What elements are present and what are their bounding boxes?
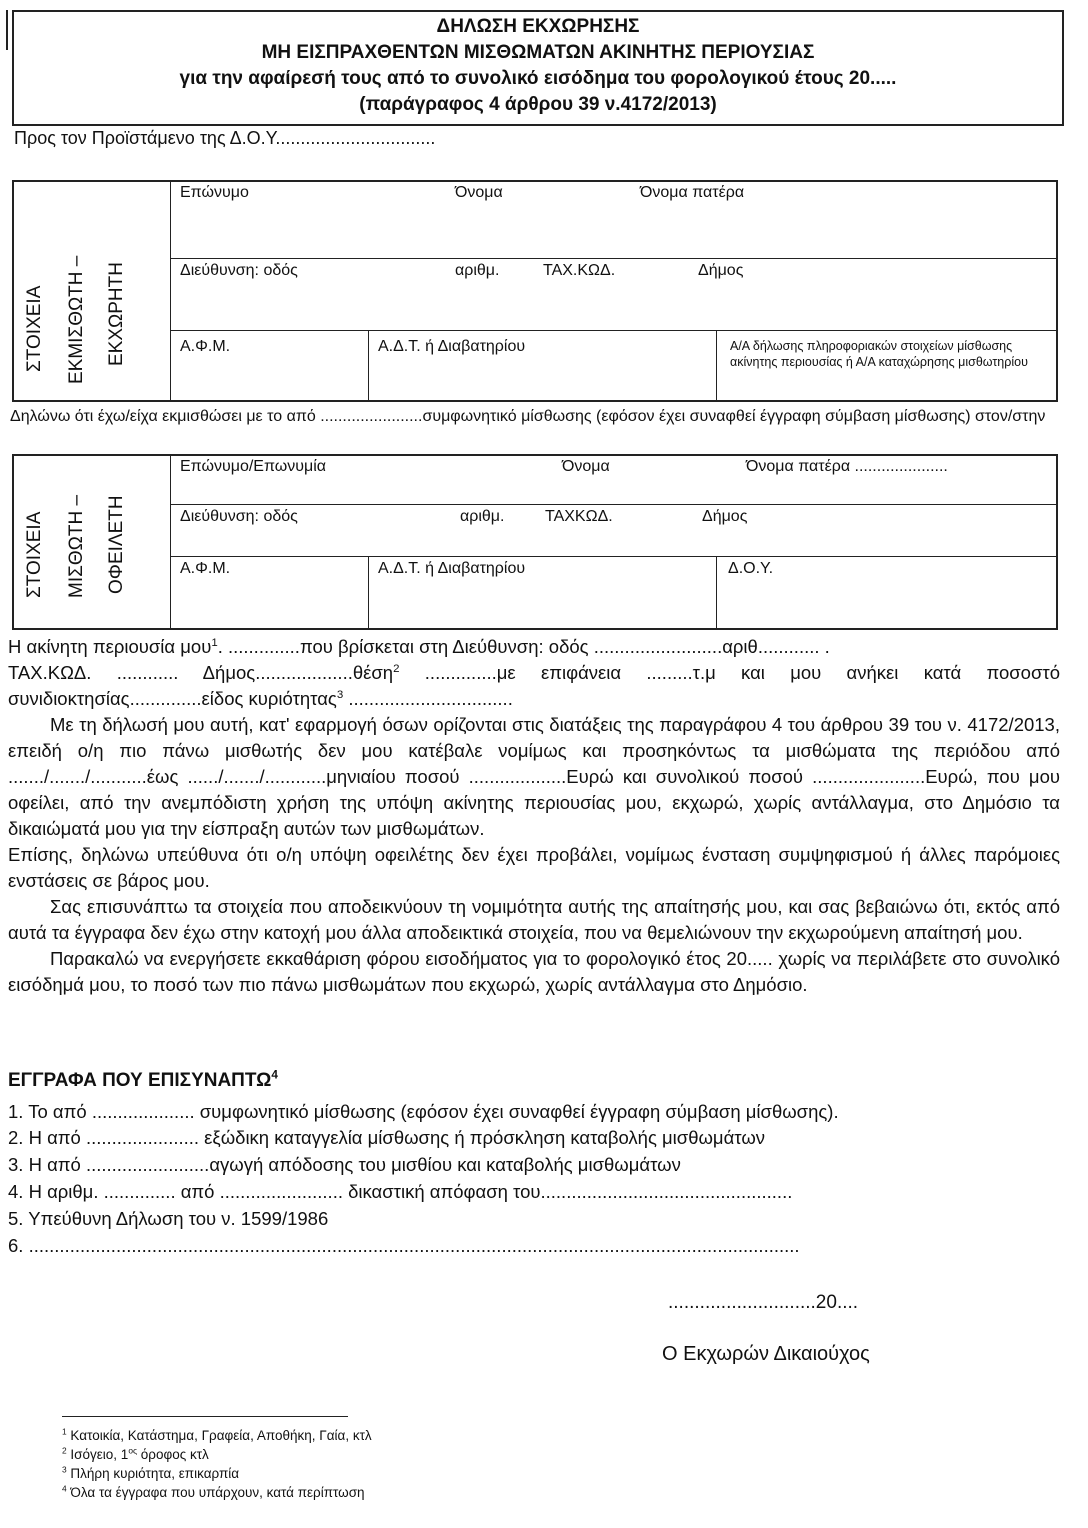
lease-ref-line-1: Α/Α δήλωσης πληροφοριακών στοιχείων μίσθωσης (730, 339, 1013, 353)
lessor-id-field[interactable]: Α.Δ.Τ. ή Διαβατηρίου (378, 338, 526, 355)
lessee-surname-field[interactable]: Επώνυμο/Επωνυμία (180, 458, 327, 475)
table-divider (716, 330, 717, 401)
lessor-surname-field[interactable]: Επώνυμο (180, 184, 249, 201)
signer-label: Ο Εκχωρών Δικαιούχος (662, 1343, 870, 1365)
attachment-item-4[interactable]: 4. Η αριθμ. .............. από ........................ δικαστική απόφαση του................................................. (8, 1181, 793, 1202)
table-divider (170, 556, 1057, 557)
lessee-name-field[interactable]: Όνομα (562, 458, 610, 475)
footnote-1: $^1$ Κατοικία, Κατάστημα, Γραφεία, Αποθήκη, Γαία, κτλ (62, 1426, 372, 1443)
table-divider (368, 330, 369, 401)
date-field[interactable]: ............................20.... (668, 1292, 859, 1313)
paragraph-no-objection: Επίσης, δηλώνω υπεύθυνα ότι ο/η υπόψη οφειλέτης δεν έχει προβάλει, νομίμως ένσταση συμψηφισμού ή άλλες παρόμοιες ενστάσεις σε βάρος μου. (8, 844, 1060, 891)
lessee-id-field[interactable]: Α.Δ.Τ. ή Διαβατηρίου (378, 560, 526, 577)
attachment-item-3[interactable]: 3. Η από ........................αγωγή απόδοσης του μισθίου και καταβολής μισθωμάτων (8, 1154, 681, 1175)
table-divider (170, 258, 1057, 259)
attachment-item-1[interactable]: 1. Το από .................... συμφωνητικό μίσθωσης (εφόσον έχει συναφθεί έγγραφη σύμβαση μίσθωσης). (8, 1101, 839, 1122)
declaration-body (8, 712, 1060, 998)
form-title: ΔΗΛΩΣΗ ΕΚΧΩΡΗΣΗΣ (436, 16, 640, 37)
lessee-postcode-field[interactable]: ΤΑΧΚΩΔ. (545, 508, 613, 525)
table-divider (368, 556, 369, 629)
lessor-side-label-2: ΕΚΜΙΣΘΩΤΗ – (66, 255, 87, 384)
lease-declaration-line: Δηλώνω ότι έχω/είχα εκμισθώσει με το από .......................συμφωνητικό μίσθωσης (εφόσον έχει συναφθεί έγγραφη σύμβαση μίσθωσης) στον/στην (10, 408, 1046, 425)
lessee-father-name-field[interactable]: Όνομα πατέρα ..................... (746, 458, 948, 475)
paragraph-evidence: Σας επισυνάπτω τα στοιχεία που αποδεικνύουν τη νομιμότητα αυτής της απαίτησής μου, και σας βεβαιώνω ότι, εκτός από αυτά τα έγγραφα δεν έχω στην κατοχή μου άλλα αποδεικτικά στοιχεία, που να θεμελιώνουν την εκχωρούμενη απαίτησή μου. (8, 896, 1060, 943)
form-purpose: για την αφαίρεσή τους από το συνολικό εισόδημα του φορολογικού έτους 20..... (179, 68, 897, 89)
form-subtitle: ΜΗ ΕΙΣΠΡΑΧΘΕΝΤΩΝ ΜΙΣΘΩΜΑΤΩΝ ΑΚΙΝΗΤΗΣ ΠΕΡΙΟΥΣΙΑΣ (261, 42, 815, 63)
lessee-municipality-field[interactable]: Δήμος (702, 508, 748, 525)
lessor-father-name-field[interactable]: Όνομα πατέρα (640, 184, 745, 201)
table-divider (716, 556, 717, 629)
lessor-afm-field[interactable]: Α.Φ.Μ. (180, 338, 231, 355)
attachment-item-6[interactable]: 6. ...................................................................................................................................................... (8, 1235, 800, 1256)
lessor-postcode-field[interactable]: ΤΑΧ.ΚΩΔ. (543, 262, 616, 279)
property-line-1[interactable]: Η ακίνητη περιουσία μου$^1$. ..............που βρίσκεται στη Διεύθυνση: οδός .........................αριθ............ . (8, 636, 830, 657)
property-line-3[interactable]: συνιδιοκτησίας..............είδος κυριότητας$^3$ ................................ (8, 688, 513, 709)
table-divider (170, 330, 1057, 331)
form-header (12, 10, 1064, 126)
property-details (8, 634, 1060, 712)
table-divider (170, 504, 1057, 505)
lessor-number-field[interactable]: αριθμ. (455, 262, 500, 279)
attachment-item-2[interactable]: 2. Η από ...................... εξώδικη καταγγελία μίσθωσης ή πρόσκληση καταβολής μισθωμάτων (8, 1127, 766, 1148)
footnote-3: $^3$ Πλήρη κυριότητα, επικαρπία (62, 1464, 240, 1481)
lessor-lease-ref-field[interactable] (730, 338, 1028, 370)
lessee-table (12, 454, 1058, 630)
lessee-tax-office-field[interactable]: Δ.Ο.Υ. (728, 560, 774, 577)
table-divider (170, 181, 171, 401)
property-line-2[interactable]: ΤΑΧ.ΚΩΔ. ............ Δήμος...................θέση$^2$ ..............με επιφάνεια .........τ.μ και μου ανήκει κατά ποσοστό (8, 662, 1060, 683)
lessor-side-label-1: ΣΤΟΙΧΕΙΑ (24, 285, 45, 372)
footnote-divider (62, 1416, 348, 1417)
lessee-number-field[interactable]: αριθμ. (460, 508, 505, 525)
footnote-4: $^4$ Όλα τα έγγραφα που υπάρχουν, κατά περίπτωση (62, 1483, 365, 1500)
lessor-address-field[interactable]: Διεύθυνση: οδός (180, 262, 298, 279)
form-legal-basis: (παράγραφος 4 άρθρου 39 ν.4172/2013) (359, 94, 717, 115)
lessor-side-label-3: ΕΚΧΩΡΗΤΗ (106, 262, 127, 366)
attachments-title: ΕΓΓΡΑΦΑ ΠΟΥ ΕΠΙΣΥΝΑΠΤΩ$^4$ (8, 1068, 278, 1091)
lessee-side-label-2: ΜΙΣΘΩΤΗ – (66, 494, 87, 598)
footnote-2: $^2$ Ισόγειο, $1^{o\varsigma}$ όροφος κτλ (62, 1445, 209, 1462)
addressee-line[interactable]: Προς τον Προϊστάμενο της Δ.Ο.Υ................................ (14, 128, 436, 148)
margin-rule (6, 10, 8, 50)
lessee-side-label-1: ΣΤΟΙΧΕΙΑ (24, 511, 45, 598)
table-divider (170, 455, 171, 629)
lessor-municipality-field[interactable]: Δήμος (698, 262, 744, 279)
lessor-name-field[interactable]: Όνομα (455, 184, 503, 201)
lessee-afm-field[interactable]: Α.Φ.Μ. (180, 560, 231, 577)
lease-ref-line-2: ακίνητης περιουσίας ή Α/Α καταχώρησης μισθωτηρίου (730, 355, 1028, 369)
attachment-item-5[interactable]: 5. Υπεύθυνη Δήλωση του ν. 1599/1986 (8, 1208, 329, 1229)
paragraph-request: Παρακαλώ να ενεργήσετε εκκαθάριση φόρου εισοδήματος για το φορολογικό έτος 20..... χωρίς να περιλάβετε στο συνολικό εισόδημά μου, το ποσό των πιο πάνω μισθωμάτων που εκχωρώ, χωρίς αντάλλαγμα στο Δημόσιο. (8, 948, 1060, 995)
lessee-address-field[interactable]: Διεύθυνση: οδός (180, 508, 298, 525)
paragraph-assignment: Με τη δήλωσή μου αυτή, κατ' εφαρμογή όσων ορίζονται στις διατάξεις της παραγράφου 4 του άρθρου 39 του ν. 4172/2013, επειδή ο/η πιο πάνω μισθωτής δεν μου κατέβαλε νομίμως και προσηκόντως τα μισθώματα της περιόδου από ......./......./...........έως ....../......./............μηνιαίου ποσού ...................Ευρώ και συνολικού ποσού ......................Ευρώ, που μου οφείλει, από την ανεμπόδιστη χρήση της υπόψη ακίνητης περιουσίας μου, εκχωρώ, χωρίς αντάλλαγμα, στο Δημόσιο τα δικαιώματά μου για την είσπραξη αυτών των μισθωμάτων. (8, 714, 1060, 839)
lessee-side-label-3: ΟΦΕΙΛΕΤΗ (106, 495, 127, 594)
